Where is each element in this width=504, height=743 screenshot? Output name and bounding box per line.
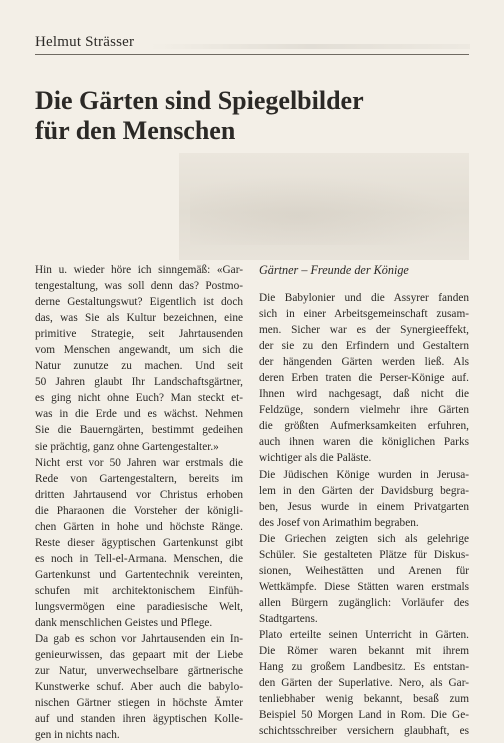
text-line: nischen Gärtner stiegen in höchste Ämter xyxy=(35,697,243,710)
text-line: Wettkämpfe. Diese Stätten waren erstmals xyxy=(259,580,469,593)
text-line: genieurwissen, das gepaart mit der Liebe xyxy=(35,649,243,662)
text-line: Rede von Gartengestaltern, bereits im xyxy=(35,472,243,485)
text-line: die Pharaonen die Vorsteher der königli- xyxy=(35,504,243,517)
right-text-column xyxy=(259,262,469,739)
author-name: Helmut Strässer xyxy=(35,34,135,50)
bleed-through-text xyxy=(150,44,470,49)
text-line: Die Jüdischen Könige wurden in Jerusa- xyxy=(259,468,469,481)
text-line: zur Natur, unverwechselbare gärtnerische xyxy=(35,665,243,678)
header-rule xyxy=(35,54,469,55)
text-line: das, was Sie als Kultur bezeichnen, eine xyxy=(35,312,243,325)
text-line: tenliebhaber wenig bekannt, besaß zum xyxy=(259,693,469,706)
text-line: Beispiel 50 Morgen Land in Rom. Die Ge- xyxy=(259,709,469,722)
text-line: Stadtgartens. xyxy=(259,612,318,625)
article-title xyxy=(35,86,455,146)
text-line: gen in nichts nach. xyxy=(35,729,120,742)
text-line: allen Bürgern zugänglich: Vorläufer des xyxy=(259,596,469,609)
text-line: primitive Strategie, seit Jahrtausenden xyxy=(35,328,243,341)
text-line: sich in einer Arbeitsgemeinschaft zusam- xyxy=(259,308,469,321)
text-line: der hängenden Gärten werden ließ. Als xyxy=(259,356,469,369)
text-line: der sie zu den Erfindern und Gestaltern xyxy=(259,340,469,353)
text-line: die größten Aufmerksamkeiten erfuhren, xyxy=(259,420,469,433)
text-line: Hang zu großem Landbesitz. Es entstan- xyxy=(259,661,469,674)
text-line: lem in den Gärten der Davidsburg begra- xyxy=(259,484,469,497)
text-line: was in die Erde und es wächst. Nehmen xyxy=(35,408,243,421)
text-line: chen Gärten in hohe und höchste Ränge. xyxy=(35,520,243,533)
section-subheading: Gärtner – Freunde der Könige xyxy=(259,263,409,277)
text-line: dank menschlichen Geistes und Pflege. xyxy=(35,617,213,630)
text-line: Die Römer waren bekannt mit ihrem xyxy=(259,645,469,658)
title-line: für den Menschen xyxy=(35,116,236,145)
text-line: Da gab es schon vor Jahrtausenden ein In- xyxy=(35,633,243,646)
text-line: Nicht erst vor 50 Jahren war erstmals die xyxy=(35,456,243,469)
text-line: dritten Jahrtausend vor Christus erhoben xyxy=(35,488,243,501)
text-line: Kunstwerke schuf. Aber auch die babylo- xyxy=(35,681,243,694)
text-line: es noch in Tell-el-Armana. Menschen, die xyxy=(35,552,243,565)
text-line: lungsvermögen eine paradiesische Welt, xyxy=(35,600,243,613)
text-line: Die Griechen zeigten sich als gelehrige xyxy=(259,532,469,545)
text-line: Natur zunutze zu machen. Und seit xyxy=(35,360,243,373)
text-line: vom Menschen angewandt, um sich die xyxy=(35,344,243,357)
right-column-body xyxy=(259,290,469,739)
text-line: schichtsschreiber versichern glaubhaft, es xyxy=(259,725,469,738)
text-line: men. Sicher war es der Synergieeffekt, xyxy=(259,324,469,337)
text-line: 50 Jahren glaubt Ihr Landschaftsgärtner, xyxy=(35,376,243,389)
text-line: schufen mit architektonischem Einfüh- xyxy=(35,584,243,597)
text-line: ben, Jesus wurde in einem Privatgarten xyxy=(259,500,469,513)
text-line: sionen, Weihestätten und Arenen für xyxy=(259,564,469,577)
text-line: deren Erben traten die Perser-Könige auf. xyxy=(259,372,469,385)
title-line: Die Gärten sind Spiegelbilder xyxy=(35,86,364,115)
left-text-column xyxy=(35,262,243,743)
text-line: es ging nicht ohne Euch? Man steckt et- xyxy=(35,392,243,405)
text-line: Plato erteilte seinen Unterricht in Gärten. xyxy=(259,628,469,641)
text-line: wichtiger als die Paläste. xyxy=(259,452,372,465)
text-line: Feldzüge, sondern vielmehr ihre Gärten xyxy=(259,404,469,417)
text-line: den Gärten der Superlative. Nero, als Gar- xyxy=(259,677,469,690)
text-line: sie prächtig, ganz ohne Gartengestalter.» xyxy=(35,440,219,453)
text-line: des Josef von Arimathim begraben. xyxy=(259,516,419,529)
text-line: Ihnen wird nachgesagt, daß nicht die xyxy=(259,388,469,401)
text-line: Hin u. wieder höre ich sinngemäß: «Gar- xyxy=(35,264,243,276)
text-line: Gartenkunst und Gartentechnik vereinten, xyxy=(35,568,243,581)
text-line: Sie die Bauerngärten, bestimmt gedeihen xyxy=(35,424,243,437)
text-line: auch ihnen waren die königlichen Parks xyxy=(259,436,469,449)
photo-texture xyxy=(190,175,460,245)
text-line: Schüler. Sie gestalteten Plätze für Diskus- xyxy=(259,548,469,561)
text-line: derne Gestaltungswut? Eigentlich ist doch xyxy=(35,296,243,309)
text-line: Reste dieser ägyptischen Gartenkunst gibt xyxy=(35,536,243,549)
text-line: auf und standen ihren ägyptischen Kolle- xyxy=(35,713,243,726)
text-line: tengestaltung, was soll denn das? Postmo- xyxy=(35,280,243,293)
text-line: Die Babylonier und die Assyrer fanden xyxy=(259,292,469,304)
